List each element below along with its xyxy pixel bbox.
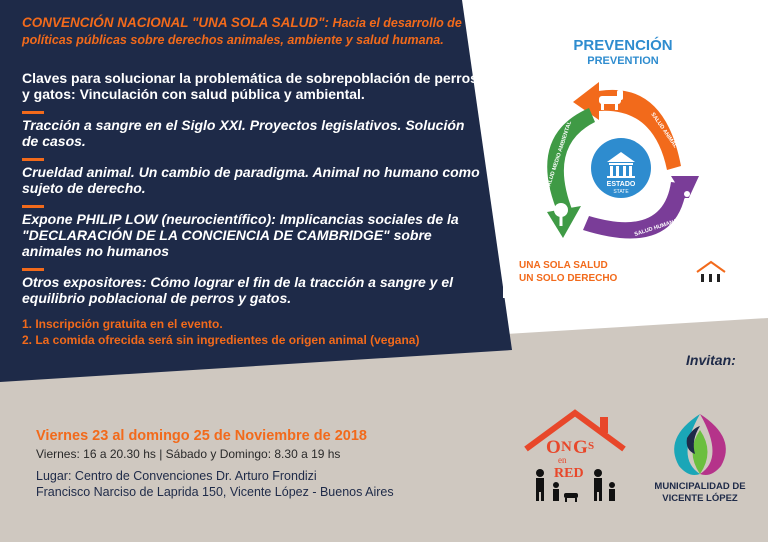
event-notes — [22, 317, 482, 348]
poster-title-en: PREVENTION — [587, 55, 659, 67]
ongs-mini-logo — [697, 262, 725, 282]
ongs-logo-graphic — [520, 409, 630, 507]
program-item-3: Crueldad animal. Un cambio de paradigma. Animal no humano como sujeto de derecho. — [22, 164, 480, 196]
municipalidad-name — [640, 481, 760, 505]
headline — [22, 14, 482, 49]
arc-label-animal: SALUD ANIMAL — [649, 111, 679, 150]
poster-graphic — [503, 16, 743, 298]
event-hours: Viernes: 16 a 20.30 hs | Sábado y Domingo: 8.30 a 19 hs — [36, 447, 341, 461]
place-line-1: Lugar: Centro de Convenciones Dr. Arturo Frondizi — [36, 469, 317, 483]
divider — [22, 111, 44, 114]
headline-lead: CONVENCIÓN NACIONAL "UNA SOLA SALUD": — [22, 15, 330, 30]
slogan-line-1: UNA SOLA SALUD — [519, 260, 608, 271]
state-label: STATE — [613, 189, 629, 195]
program-item-5: Otros expositores: Cómo lograr el fin de la tracción a sangre y el equilibrio poblacional de perros y gatos. — [22, 274, 454, 306]
program-item-4: Expone PHILIP LOW (neurocientífico): Implicancias sociales de la "DECLARACIÓN DE LA CONCIENCIA DE CAMBRIDGE" sobre animales no humanos — [22, 211, 459, 259]
ongs-letter-s: S — [588, 440, 595, 452]
ongs-letter-g: G — [573, 437, 588, 458]
chimney — [600, 417, 608, 433]
invitan-label: Invitan: — [686, 352, 736, 368]
place-line-2: Francisco Narciso de Laprida 150, Vicente López - Buenos Aires — [36, 485, 394, 499]
muni-logo-graphic — [645, 408, 755, 480]
note-1: 1. Inscripción gratuita en el evento. — [22, 317, 223, 331]
ongs-en: en — [558, 455, 567, 465]
slogan-line-2: UN SOLO DERECHO — [519, 273, 618, 284]
divider — [22, 158, 44, 161]
event-place — [36, 468, 456, 500]
program-item-1: Claves para solucionar la problemática de sobrepoblación de perros y gatos: Vinculación con salud pública y ambiental. — [22, 70, 478, 102]
ongs-en-red-logo — [520, 409, 630, 507]
program-item-2: Tracción a sangre en el Siglo XXI. Proyectos legislativos. Solución de casos. — [22, 117, 465, 149]
poster-title-es: PREVENCIÓN — [573, 37, 673, 54]
headline-rest: Hacia el desarrollo de políticas públicas sobre derechos animales, ambiente y salud humana. — [22, 16, 462, 47]
note-2: 2. La comida ofrecida será sin ingredientes de origen animal (vegana) — [22, 332, 420, 347]
program-column — [22, 14, 482, 348]
event-info — [36, 427, 456, 500]
ongs-red: RED — [554, 466, 584, 481]
arc-label-ambiental: SALUD MEDIO AMBIENTAL — [545, 120, 574, 191]
ongs-letter-o: O — [546, 437, 561, 458]
estado-label: ESTADO — [606, 181, 636, 188]
arc-label-humana: SALUD HUMANA — [633, 218, 679, 238]
divider — [22, 205, 44, 208]
prevention-poster — [503, 16, 743, 298]
divider — [22, 268, 44, 271]
event-dates: Viernes 23 al domingo 25 de Noviembre de 2018 — [36, 428, 367, 444]
muni-name-line-2: VICENTE LÓPEZ — [662, 493, 738, 504]
muni-name-line-1: MUNICIPALIDAD DE — [654, 481, 746, 492]
ongs-letter-n: N — [561, 439, 572, 455]
